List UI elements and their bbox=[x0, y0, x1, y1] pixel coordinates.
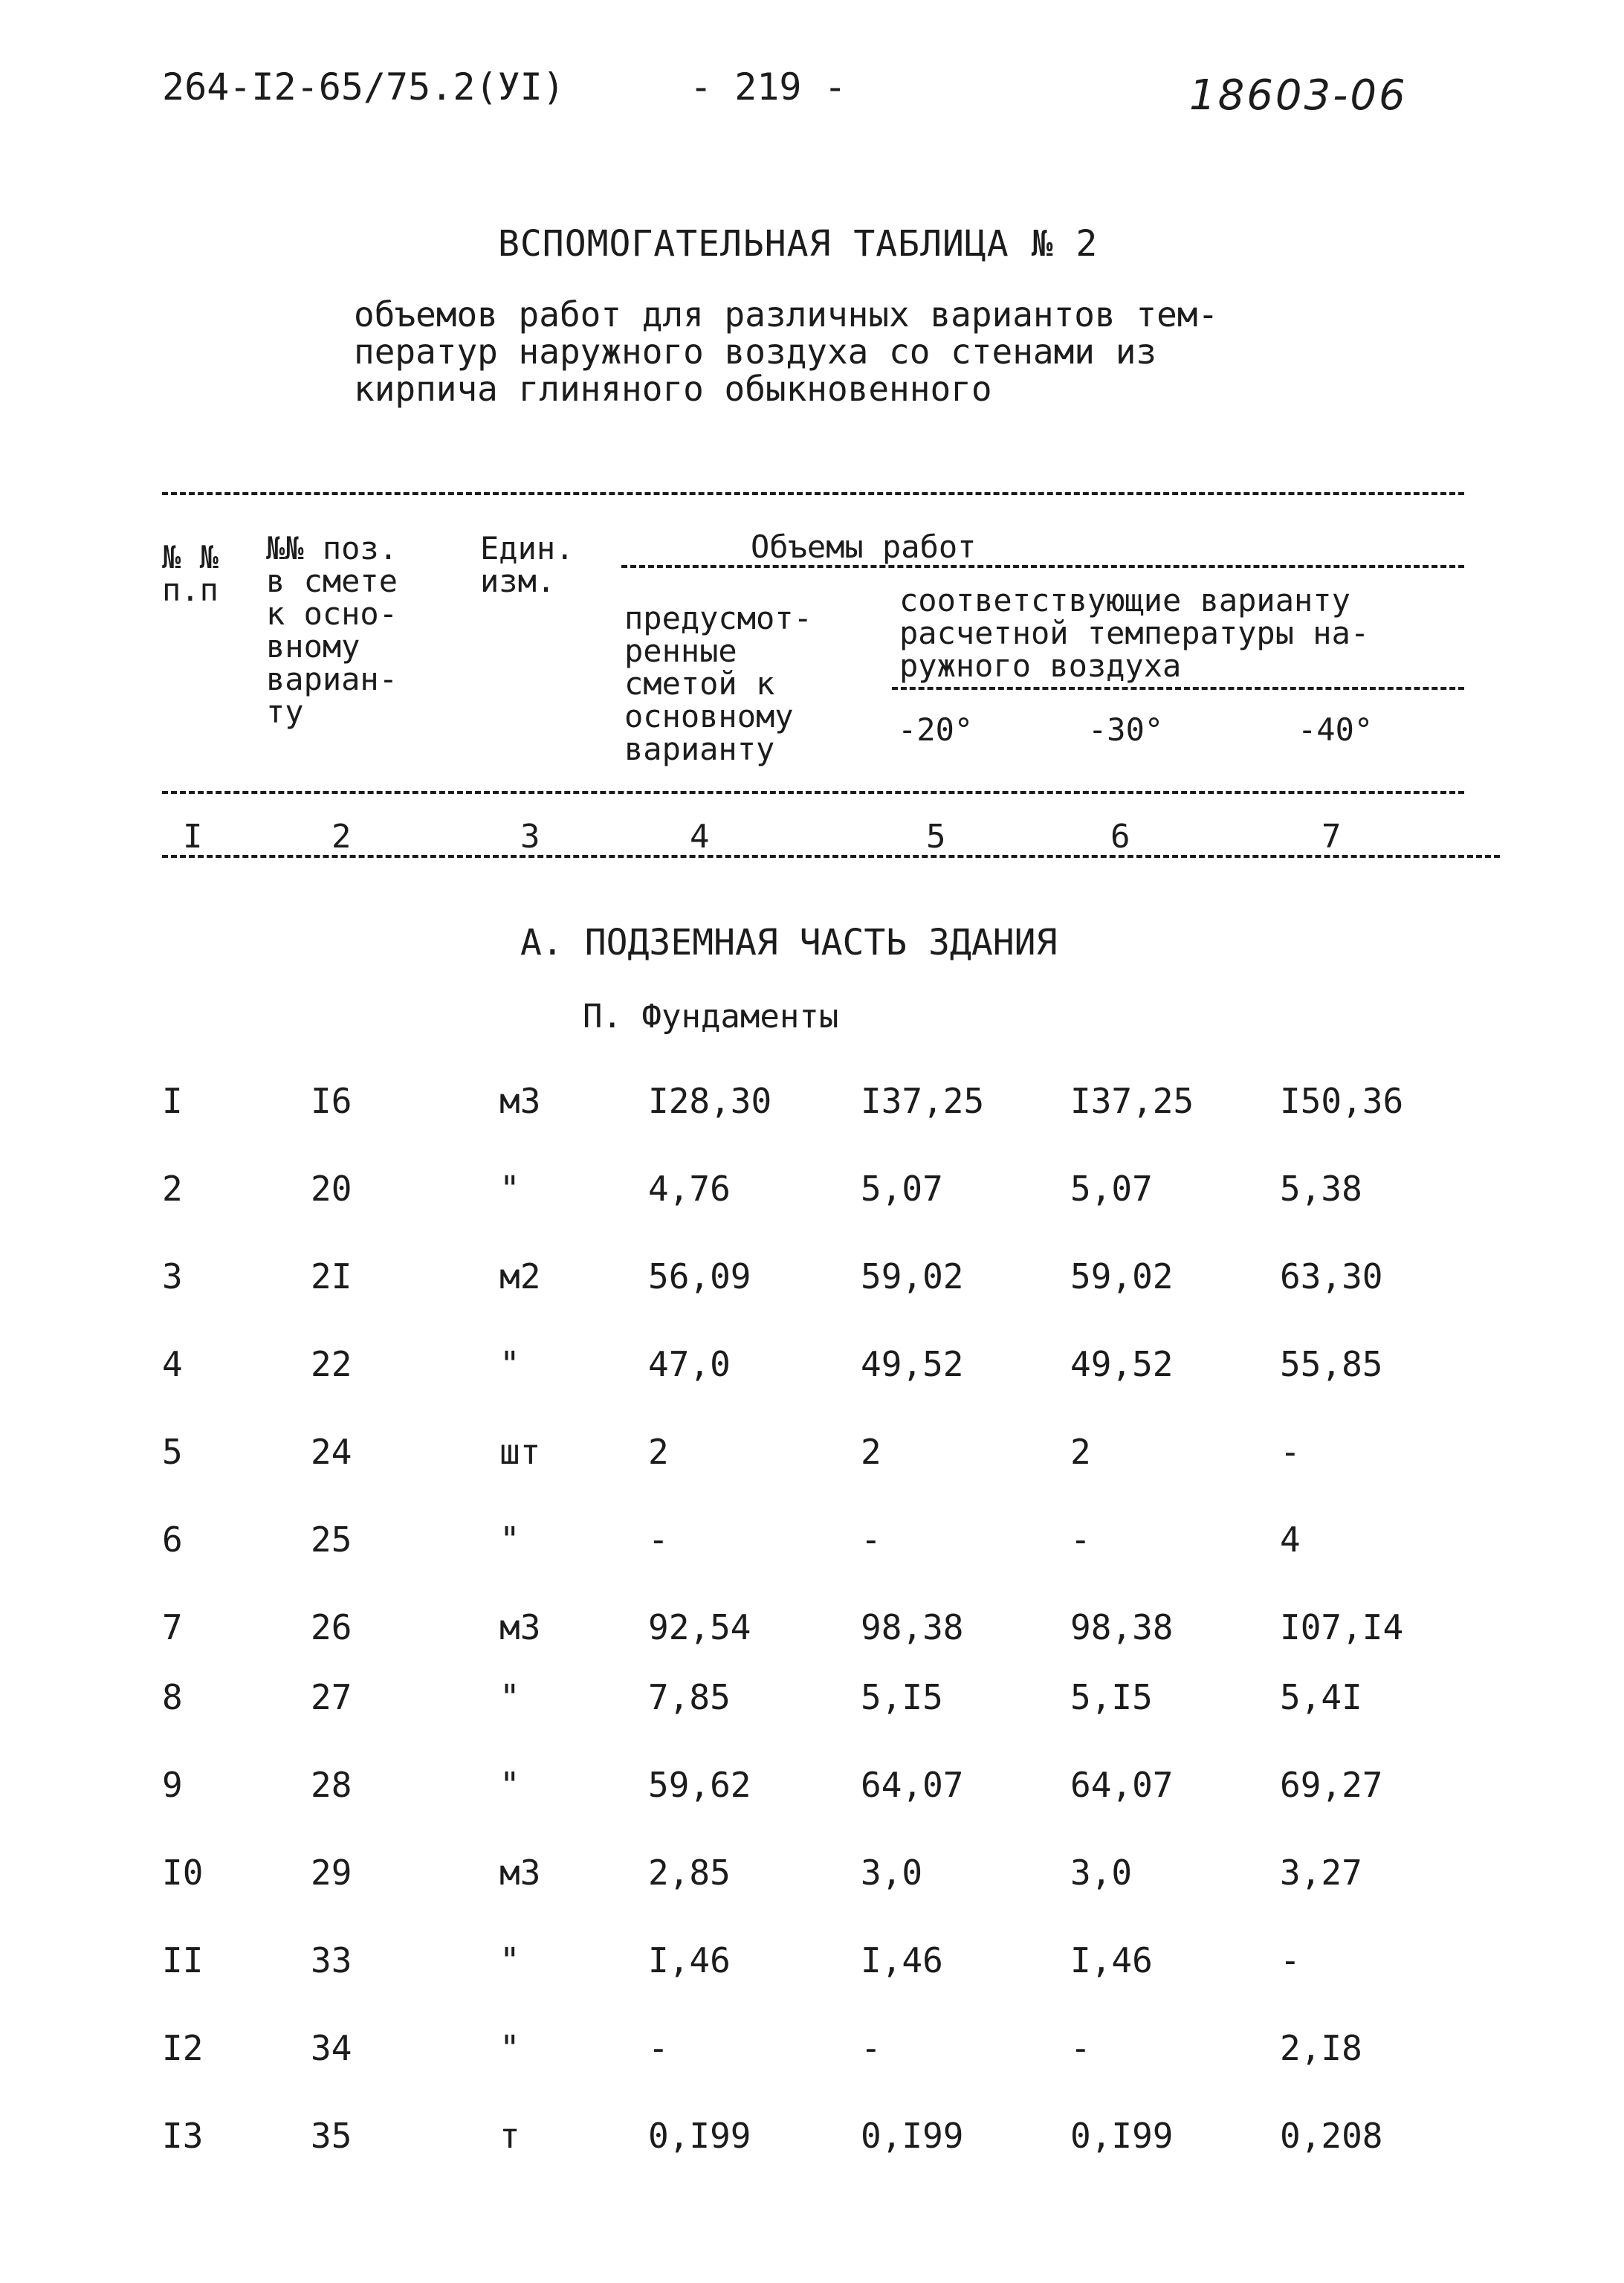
header-col-minus20: -20° bbox=[898, 711, 974, 748]
cell-volume-minus30: 59,02 bbox=[1070, 1256, 1174, 1297]
cell-volume-minus20: I,46 bbox=[861, 1940, 943, 1980]
cell-number: 5 bbox=[162, 1432, 183, 1472]
cell-volume-minus30: 49,52 bbox=[1070, 1344, 1174, 1384]
header-text: №№ поз. bbox=[266, 530, 398, 566]
cell-volume-minus40: 5,4I bbox=[1280, 1677, 1362, 1717]
cell-volume-minus20: I37,25 bbox=[861, 1081, 985, 1121]
cell-volume-minus20: 98,38 bbox=[861, 1607, 964, 1647]
cell-volume-minus30: I37,25 bbox=[1070, 1081, 1194, 1121]
cell-volume-minus20: 2 bbox=[861, 1432, 881, 1472]
cell-volume-minus30: 5,07 bbox=[1070, 1169, 1153, 1209]
cell-volume-minus30: 2 bbox=[1070, 1432, 1091, 1472]
cell-volume-minus20: - bbox=[861, 2028, 881, 2068]
header-text: к осно- bbox=[266, 595, 398, 632]
table-row bbox=[0, 1432, 1624, 1476]
cell-number: I bbox=[162, 1081, 183, 1121]
cell-base-volume: 59,62 bbox=[648, 1765, 751, 1805]
table-row bbox=[0, 1765, 1624, 1809]
table-row bbox=[0, 1344, 1624, 1389]
table-row bbox=[0, 1940, 1624, 1985]
cell-base-volume: I28,30 bbox=[648, 1081, 772, 1121]
table-row bbox=[0, 1677, 1624, 1722]
cell-base-volume: 2,85 bbox=[648, 1853, 731, 1893]
header-text: изм. bbox=[480, 563, 556, 599]
table-row bbox=[0, 2028, 1624, 2073]
cell-volume-minus20: 5,I5 bbox=[861, 1677, 943, 1717]
cell-position: I6 bbox=[311, 1081, 352, 1121]
header-col-position bbox=[266, 532, 398, 729]
cell-volume-minus40: 5,38 bbox=[1280, 1169, 1362, 1209]
table-row bbox=[0, 1081, 1624, 1126]
column-number: 6 bbox=[1110, 818, 1130, 856]
column-number: 4 bbox=[690, 818, 710, 856]
cell-volume-minus30: 98,38 bbox=[1070, 1607, 1174, 1647]
cell-position: 27 bbox=[311, 1677, 352, 1717]
header-col-minus30: -30° bbox=[1088, 711, 1164, 748]
header-col-number bbox=[162, 541, 219, 607]
cell-unit: " bbox=[499, 1677, 520, 1717]
cell-volume-minus40: 4 bbox=[1280, 1520, 1301, 1560]
cell-volume-minus40: 3,27 bbox=[1280, 1853, 1362, 1893]
cell-volume-minus20: 0,I99 bbox=[861, 2116, 964, 2156]
document-number: 18603-06 bbox=[1189, 71, 1408, 120]
header-group-volumes: Объемы работ bbox=[751, 529, 977, 565]
cell-number: 6 bbox=[162, 1520, 183, 1560]
table-row bbox=[0, 1256, 1624, 1301]
header-subgroup-temperature bbox=[899, 584, 1369, 682]
cell-position: 33 bbox=[311, 1940, 352, 1980]
subsection-heading: П. Фундаменты bbox=[583, 998, 839, 1036]
cell-number: 9 bbox=[162, 1765, 183, 1805]
cell-number: 7 bbox=[162, 1607, 183, 1647]
header-text: соответствующие варианту bbox=[899, 582, 1350, 619]
cell-unit: м2 bbox=[499, 1256, 541, 1297]
cell-position: 34 bbox=[311, 2028, 352, 2068]
cell-position: 35 bbox=[311, 2116, 352, 2156]
cell-unit: " bbox=[499, 1765, 520, 1805]
cell-volume-minus20: 64,07 bbox=[861, 1765, 964, 1805]
cell-base-volume: 0,I99 bbox=[648, 2116, 751, 2156]
cell-number: I0 bbox=[162, 1853, 204, 1893]
page-number: - 219 - bbox=[690, 65, 847, 109]
cell-volume-minus20: 49,52 bbox=[861, 1344, 964, 1384]
subtitle-line: кирпича глиняного обыкновенного bbox=[354, 369, 992, 409]
column-number: 2 bbox=[331, 818, 352, 856]
header-text: в смете bbox=[266, 563, 398, 599]
column-number: 7 bbox=[1321, 818, 1342, 856]
table-subtitle bbox=[354, 296, 1320, 407]
header-text: п.п bbox=[162, 572, 219, 608]
header-text: вному bbox=[266, 628, 360, 665]
table-row bbox=[0, 1520, 1624, 1564]
table-row bbox=[0, 1853, 1624, 1897]
group-rule bbox=[621, 565, 1464, 568]
section-heading: А. ПОДЗЕМНАЯ ЧАСТЬ ЗДАНИЯ bbox=[520, 922, 1058, 963]
cell-position: 24 bbox=[311, 1432, 352, 1472]
header-bottom-rule bbox=[162, 791, 1464, 794]
cell-base-volume: 2 bbox=[648, 1432, 669, 1472]
cell-unit: шт bbox=[499, 1432, 541, 1472]
subgroup-rule bbox=[892, 687, 1464, 690]
cell-volume-minus30: 5,I5 bbox=[1070, 1677, 1153, 1717]
cell-volume-minus20: 5,07 bbox=[861, 1169, 943, 1209]
cell-position: 28 bbox=[311, 1765, 352, 1805]
cell-volume-minus30: 0,I99 bbox=[1070, 2116, 1174, 2156]
cell-base-volume: - bbox=[648, 2028, 669, 2068]
header-text: № № bbox=[162, 539, 219, 575]
cell-number: 4 bbox=[162, 1344, 183, 1384]
column-number: 3 bbox=[520, 818, 540, 856]
cell-volume-minus40: 55,85 bbox=[1280, 1344, 1383, 1384]
cell-position: 2I bbox=[311, 1256, 352, 1297]
header-top-rule bbox=[162, 492, 1464, 495]
cell-unit: " bbox=[499, 1169, 520, 1209]
header-text: предусмот- bbox=[624, 600, 812, 636]
subtitle-line: ператур наружного воздуха со стенами из bbox=[354, 332, 1157, 372]
cell-unit: " bbox=[499, 1940, 520, 1980]
cell-volume-minus30: 64,07 bbox=[1070, 1765, 1174, 1805]
cell-volume-minus40: 63,30 bbox=[1280, 1256, 1383, 1297]
cell-volume-minus20: 59,02 bbox=[861, 1256, 964, 1297]
cell-volume-minus20: 3,0 bbox=[861, 1853, 923, 1893]
cell-number: II bbox=[162, 1940, 204, 1980]
cell-unit: " bbox=[499, 1520, 520, 1560]
cell-volume-minus40: - bbox=[1280, 1940, 1301, 1980]
header-text: ренные bbox=[624, 633, 737, 669]
subtitle-line: объемов работ для различных вариантов тем- bbox=[354, 294, 1219, 335]
header-text: вариан- bbox=[266, 661, 398, 697]
table-row bbox=[0, 2116, 1624, 2160]
cell-volume-minus40: 2,I8 bbox=[1280, 2028, 1362, 2068]
header-text: ту bbox=[266, 694, 304, 730]
cell-volume-minus30: 3,0 bbox=[1070, 1853, 1133, 1893]
table-row bbox=[0, 1607, 1624, 1652]
cell-base-volume: 92,54 bbox=[648, 1607, 751, 1647]
cell-number: I2 bbox=[162, 2028, 204, 2068]
cell-number: 8 bbox=[162, 1677, 183, 1717]
cell-position: 26 bbox=[311, 1607, 352, 1647]
header-text: расчетной температуры на- bbox=[899, 615, 1370, 651]
cell-base-volume: 47,0 bbox=[648, 1344, 731, 1384]
cell-unit: " bbox=[499, 1344, 520, 1384]
header-col-base bbox=[624, 602, 812, 766]
cell-base-volume: I,46 bbox=[648, 1940, 731, 1980]
header-text: Един. bbox=[480, 530, 575, 566]
cell-volume-minus30: - bbox=[1070, 2028, 1091, 2068]
cell-position: 25 bbox=[311, 1520, 352, 1560]
cell-number: I3 bbox=[162, 2116, 204, 2156]
cell-unit: м3 bbox=[499, 1607, 541, 1647]
column-number: I bbox=[183, 818, 203, 856]
cell-base-volume: - bbox=[648, 1520, 669, 1560]
header-text: сметой к bbox=[624, 665, 775, 702]
cell-position: 29 bbox=[311, 1853, 352, 1893]
cell-volume-minus40: - bbox=[1280, 1432, 1301, 1472]
table-row bbox=[0, 1169, 1624, 1213]
cell-volume-minus40: 0,208 bbox=[1280, 2116, 1383, 2156]
cell-volume-minus40: 69,27 bbox=[1280, 1765, 1383, 1805]
header-text: основному bbox=[624, 698, 794, 734]
header-col-unit bbox=[480, 532, 574, 598]
column-number-rule bbox=[162, 855, 1500, 858]
header-text: ружного воздуха bbox=[899, 648, 1182, 684]
cell-volume-minus20: - bbox=[861, 1520, 881, 1560]
cell-unit: м3 bbox=[499, 1081, 541, 1121]
cell-volume-minus30: I,46 bbox=[1070, 1940, 1153, 1980]
table-title: ВСПОМОГАТЕЛЬНАЯ ТАБЛИЦА № 2 bbox=[498, 223, 1099, 265]
cell-unit: " bbox=[499, 2028, 520, 2068]
cell-volume-minus30: - bbox=[1070, 1520, 1091, 1560]
cell-base-volume: 7,85 bbox=[648, 1677, 731, 1717]
cell-number: 2 bbox=[162, 1169, 183, 1209]
cell-unit: м3 bbox=[499, 1853, 541, 1893]
header-text: варианту bbox=[624, 731, 775, 767]
cell-number: 3 bbox=[162, 1256, 183, 1297]
cell-base-volume: 56,09 bbox=[648, 1256, 751, 1297]
header-col-minus40: -40° bbox=[1298, 711, 1374, 748]
column-number: 5 bbox=[926, 818, 946, 856]
document-code: 264-I2-65/75.2(УI) bbox=[162, 65, 565, 109]
cell-position: 20 bbox=[311, 1169, 352, 1209]
cell-volume-minus40: I07,I4 bbox=[1280, 1607, 1404, 1647]
cell-base-volume: 4,76 bbox=[648, 1169, 731, 1209]
cell-volume-minus40: I50,36 bbox=[1280, 1081, 1404, 1121]
cell-unit: т bbox=[499, 2116, 520, 2156]
cell-position: 22 bbox=[311, 1344, 352, 1384]
